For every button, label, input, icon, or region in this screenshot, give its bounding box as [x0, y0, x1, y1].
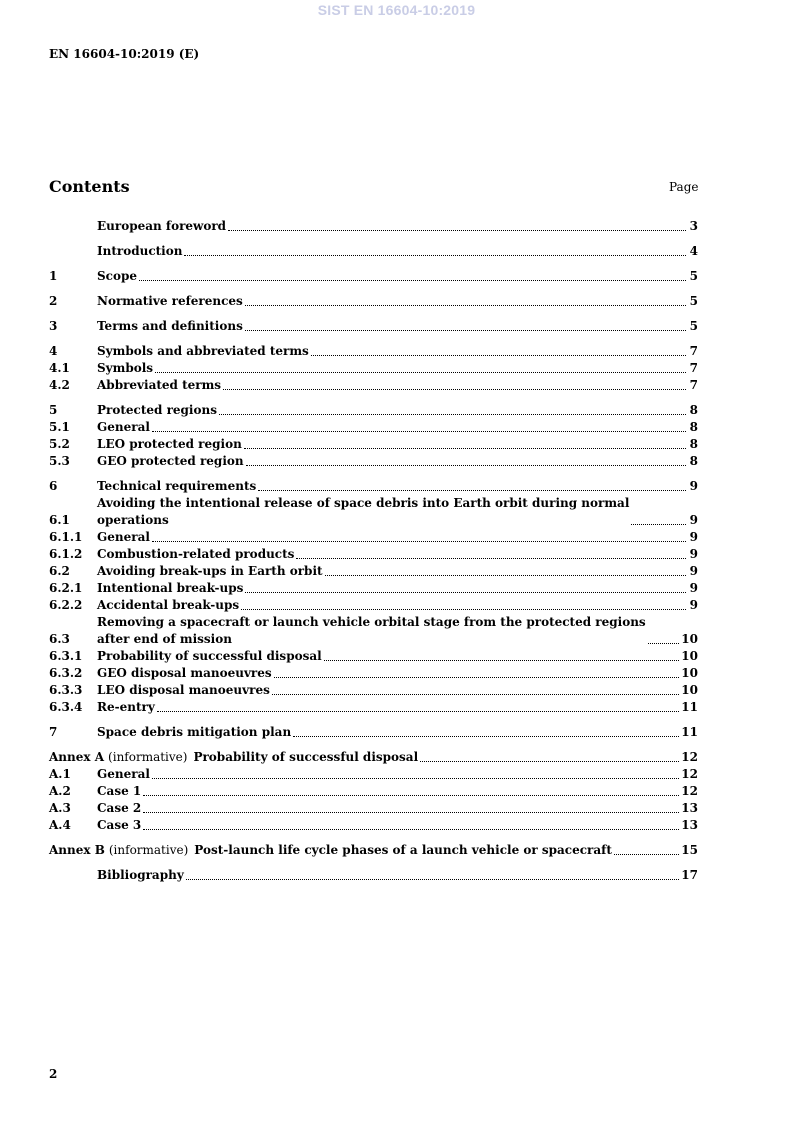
- toc-entry[interactable]: [49, 453, 698, 470]
- toc-entry[interactable]: [49, 597, 698, 614]
- document-id: EN 16604-10:2019 (E): [49, 47, 200, 61]
- toc-entry-number: 4.2: [49, 378, 70, 392]
- toc-entry-title: Accidental break-ups: [97, 598, 240, 612]
- toc-entry[interactable]: [49, 377, 698, 394]
- toc-entry[interactable]: [49, 749, 698, 766]
- toc-entry-title: Symbols and abbreviated terms: [97, 344, 309, 358]
- toc-entry-title: Avoiding the intentional release of space debris into Earth orbit during normal: [97, 496, 630, 510]
- toc-entry[interactable]: [49, 243, 698, 260]
- toc-entry-number: 6.3.3: [49, 683, 83, 697]
- toc-entry-title: Space debris mitigation plan: [97, 725, 292, 739]
- toc-entry-title: GEO protected region: [97, 454, 244, 468]
- toc-entry-number: 5.2: [49, 437, 70, 451]
- toc-entry-title: Case 3: [97, 818, 142, 832]
- dot-leader: [152, 431, 686, 432]
- dot-leader: [245, 330, 686, 331]
- toc-entry-page: 11: [681, 700, 698, 714]
- dot-leader: [293, 736, 679, 737]
- toc-entry-number: 1: [49, 269, 58, 283]
- toc-entry-number: 6.1.1: [49, 530, 83, 544]
- dot-leader: [648, 643, 680, 644]
- toc-entry-title: Bibliography: [97, 868, 184, 882]
- dot-leader: [143, 795, 679, 796]
- toc-entry[interactable]: [49, 614, 698, 648]
- toc-entry-page: 7: [689, 344, 698, 358]
- toc-entry[interactable]: [49, 682, 698, 699]
- dot-leader: [228, 230, 686, 231]
- toc-entry-title: Case 2: [97, 801, 142, 815]
- toc-entry-page: 13: [681, 818, 698, 832]
- dot-leader: [272, 694, 679, 695]
- toc-entry[interactable]: [49, 268, 698, 285]
- toc-entry[interactable]: [49, 495, 698, 529]
- toc-entry[interactable]: [49, 766, 698, 783]
- toc-entry-title: Re-entry: [97, 700, 155, 714]
- toc-entry-page: 7: [689, 378, 698, 392]
- toc-entry-title: Avoiding break-ups in Earth orbit: [97, 564, 323, 578]
- toc-entry[interactable]: [49, 419, 698, 436]
- dot-leader: [152, 541, 686, 542]
- toc-entry-page: 11: [681, 725, 698, 739]
- toc-entry-title: Technical requirements: [97, 479, 257, 493]
- dot-leader: [311, 355, 686, 356]
- dot-leader: [219, 414, 686, 415]
- toc-entry-number: 6.1.2: [49, 547, 83, 561]
- toc-entry-page: 8: [689, 454, 698, 468]
- toc-entry-page: 9: [689, 530, 698, 544]
- toc-entry-number: A.4: [49, 818, 71, 832]
- toc-entry-title: Case 1: [97, 784, 142, 798]
- toc-entry-page: 3: [689, 219, 698, 233]
- toc-entry[interactable]: [49, 436, 698, 453]
- toc-entry-title: Terms and definitions: [97, 319, 243, 333]
- toc-entry-page: 15: [681, 843, 698, 857]
- dot-leader: [143, 812, 679, 813]
- annex-informative-note: (informative): [108, 750, 188, 764]
- toc-entry[interactable]: [49, 580, 698, 597]
- toc-entry-title: European foreword: [97, 219, 227, 233]
- toc-entry-number: 6.3.4: [49, 700, 83, 714]
- toc-entry-number: 6.2: [49, 564, 70, 578]
- toc-entry-title-continued: operations: [97, 513, 169, 527]
- toc-entry-number: 6.2.1: [49, 581, 83, 595]
- toc-entry-page: 10: [681, 683, 698, 697]
- dot-leader: [245, 305, 686, 306]
- toc-entry[interactable]: [49, 724, 698, 741]
- toc-entry[interactable]: [49, 867, 698, 884]
- toc-entry-title: LEO disposal manoeuvres: [97, 683, 270, 697]
- toc-entry[interactable]: [49, 783, 698, 800]
- annex-informative-note: (informative): [108, 843, 189, 857]
- dot-leader: [223, 389, 686, 390]
- toc-entry-title: General: [97, 767, 150, 781]
- annex-label: Annex B: [49, 843, 105, 857]
- toc-entry-title: Symbols: [97, 361, 154, 375]
- toc-entry-page: 10: [681, 649, 698, 663]
- toc-entry-number: 6.3: [49, 632, 70, 646]
- dot-leader: [420, 761, 679, 762]
- toc-entry-number: 3: [49, 319, 58, 333]
- toc-entry[interactable]: [49, 318, 698, 335]
- toc-entry-number: 7: [49, 725, 58, 739]
- dot-leader: [614, 854, 679, 855]
- dot-leader: [184, 255, 686, 256]
- dot-leader: [245, 592, 686, 593]
- dot-leader: [324, 660, 680, 661]
- dot-leader: [157, 711, 680, 712]
- dot-leader: [631, 524, 686, 525]
- toc-entry-number: 6.1: [49, 513, 70, 527]
- dot-leader: [241, 609, 686, 610]
- watermark: SIST EN 16604-10:2019: [317, 2, 476, 18]
- toc-entry-page: 10: [681, 632, 698, 646]
- dot-leader: [186, 879, 680, 880]
- toc-entry[interactable]: [49, 842, 698, 859]
- toc-entry-page: 12: [681, 767, 698, 781]
- toc-entry-number: 2: [49, 294, 58, 308]
- dot-leader: [155, 372, 686, 373]
- toc-entry-number: 6.3.2: [49, 666, 83, 680]
- toc-entry[interactable]: [49, 293, 698, 310]
- toc-entry-title: LEO protected region: [97, 437, 242, 451]
- toc-entry-page: 9: [689, 479, 698, 493]
- contents-heading: Contents: [49, 177, 130, 196]
- page-column-label: Page: [669, 180, 699, 194]
- table-of-contents: [49, 218, 698, 884]
- toc-entry[interactable]: [49, 478, 698, 495]
- toc-entry-page: 8: [689, 403, 698, 417]
- toc-entry-title: GEO disposal manoeuvres: [97, 666, 272, 680]
- toc-entry-title: Intentional break-ups: [97, 581, 244, 595]
- toc-entry-page: 12: [681, 784, 698, 798]
- toc-entry-number: 5.1: [49, 420, 70, 434]
- toc-entry-title-continued: after end of mission: [97, 632, 232, 646]
- toc-entry-page: 12: [681, 750, 698, 764]
- toc-entry-title: Normative references: [97, 294, 243, 308]
- toc-entry-title: Probability of successful disposal: [193, 750, 419, 764]
- toc-entry-page: 9: [689, 513, 698, 527]
- toc-entry-title: Probability of successful disposal: [97, 649, 322, 663]
- toc-entry[interactable]: [49, 402, 698, 419]
- toc-entry-page: 8: [689, 420, 698, 434]
- toc-entry[interactable]: [49, 546, 698, 563]
- toc-entry-page: 9: [689, 547, 698, 561]
- toc-entry[interactable]: [49, 800, 698, 817]
- dot-leader: [246, 465, 686, 466]
- toc-entry-number: 6: [49, 479, 58, 493]
- toc-entry-title: Removing a spacecraft or launch vehicle orbital stage from the protected regions: [97, 615, 646, 629]
- dot-leader: [244, 448, 686, 449]
- toc-entry-title: Combustion-related products: [97, 547, 295, 561]
- toc-entry-page: 9: [689, 564, 698, 578]
- toc-entry[interactable]: [49, 529, 698, 546]
- toc-entry-title: Introduction: [97, 244, 183, 258]
- toc-entry-page: 4: [689, 244, 698, 258]
- toc-entry[interactable]: [49, 360, 698, 377]
- toc-entry-number: 6.3.1: [49, 649, 83, 663]
- toc-entry-number: 5: [49, 403, 58, 417]
- toc-entry-page: 13: [681, 801, 698, 815]
- toc-entry-page: 9: [689, 598, 698, 612]
- toc-entry-number: A.2: [49, 784, 71, 798]
- toc-entry-title: General: [97, 420, 150, 434]
- toc-entry-page: 17: [681, 868, 698, 882]
- toc-entry-number: 4: [49, 344, 58, 358]
- toc-entry-title: General: [97, 530, 150, 544]
- toc-entry-page: 7: [689, 361, 698, 375]
- toc-entry[interactable]: [49, 218, 698, 235]
- toc-entry-number: A.3: [49, 801, 71, 815]
- toc-entry-number: 6.2.2: [49, 598, 83, 612]
- dot-leader: [274, 677, 680, 678]
- dot-leader: [296, 558, 686, 559]
- dot-leader: [143, 829, 679, 830]
- toc-entry-page: 5: [689, 294, 698, 308]
- dot-leader: [152, 778, 679, 779]
- toc-entry[interactable]: [49, 648, 698, 665]
- toc-entry-title: Scope: [97, 269, 138, 283]
- dot-leader: [139, 280, 686, 281]
- toc-entry-number: A.1: [49, 767, 71, 781]
- dot-leader: [258, 490, 686, 491]
- toc-entry-page: 10: [681, 666, 698, 680]
- toc-entry[interactable]: [49, 343, 698, 360]
- toc-entry[interactable]: [49, 817, 698, 834]
- toc-entry-page: 5: [689, 269, 698, 283]
- toc-entry-number: 5.3: [49, 454, 70, 468]
- toc-entry-page: 5: [689, 319, 698, 333]
- toc-entry-page: 8: [689, 437, 698, 451]
- toc-entry-page: 9: [689, 581, 698, 595]
- toc-entry-title: Protected regions: [97, 403, 217, 417]
- toc-entry[interactable]: [49, 563, 698, 580]
- toc-entry[interactable]: [49, 665, 698, 682]
- page-number: 2: [49, 1067, 58, 1081]
- dot-leader: [325, 575, 686, 576]
- annex-label: Annex A: [49, 750, 105, 764]
- toc-entry-number: 4.1: [49, 361, 70, 375]
- toc-entry-title: Abbreviated terms: [97, 378, 222, 392]
- toc-entry[interactable]: [49, 699, 698, 716]
- toc-entry-title: Post-launch life cycle phases of a launch vehicle or spacecraft: [194, 843, 612, 857]
